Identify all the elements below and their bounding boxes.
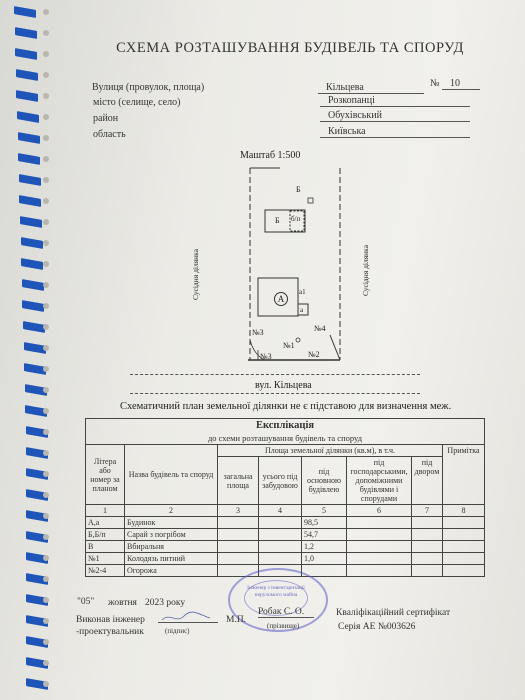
plan-label-n3b: №3: [260, 352, 272, 361]
signature-caption: (підпис): [165, 627, 190, 635]
row-name: Огорожа: [125, 565, 218, 577]
district-value: Обухівський: [320, 110, 470, 122]
col-header-main: під основною будівлею: [302, 457, 347, 505]
binding-hole: [43, 534, 49, 540]
col-number: 6: [347, 505, 412, 517]
col-header-total: загальна площа: [218, 457, 259, 505]
binding-hole: [43, 72, 49, 78]
binding-spine: [0, 0, 60, 700]
binding-hole: [43, 30, 49, 36]
date-year: 2023 року: [145, 598, 186, 608]
street-label: Вулиця (провулок, площа): [92, 82, 205, 93]
plan-label-a1: а1: [299, 288, 306, 296]
col-number: 5: [302, 505, 347, 517]
binding-hole: [43, 282, 49, 288]
col-header-area-group: Площа земельної ділянки (кв.м), в т.ч.: [218, 445, 443, 457]
plan-label-n3a: №3: [252, 328, 264, 337]
certificate-line2: Серія АЕ №003626: [338, 622, 416, 632]
col-header-name: Назва будівель та споруд: [125, 445, 218, 505]
row-name: Колодязь питний: [125, 553, 218, 565]
binding-coil: [20, 216, 42, 228]
binding-coil: [16, 69, 38, 81]
binding-hole: [43, 408, 49, 414]
binding-coil: [19, 195, 41, 207]
binding-hole: [43, 450, 49, 456]
binding-coil: [18, 132, 40, 144]
binding-hole: [43, 681, 49, 687]
binding-coil: [21, 258, 43, 270]
plan-label-n4: №4: [314, 324, 326, 333]
binding-coil: [18, 153, 40, 165]
binding-hole: [43, 387, 49, 393]
city-value: Розкопанці: [320, 95, 470, 107]
binding-hole: [43, 429, 49, 435]
col-number: 7: [412, 505, 443, 517]
binding-hole: [43, 597, 49, 603]
binding-hole: [43, 345, 49, 351]
table-row: [86, 553, 485, 565]
signature-line: [158, 610, 218, 623]
row-letter: А,а: [86, 517, 125, 529]
row-main-area: 1,0: [302, 553, 347, 565]
number-label: №: [430, 78, 440, 89]
col-header-aux: під господарськими, допоміжними будівлями і спорудами: [347, 457, 412, 505]
binding-hole: [43, 240, 49, 246]
name-caption: (прізвище): [267, 622, 300, 630]
plan-label-n1: №1: [283, 341, 295, 350]
col-number: 4: [259, 505, 302, 517]
certificate-line1: Кваліфікаційний сертифікат: [336, 608, 451, 618]
binding-hole: [43, 9, 49, 15]
binding-coil: [17, 111, 39, 123]
col-header-letter: Літера або номер за планом: [86, 445, 125, 505]
col-header-note: Примітка: [443, 445, 485, 505]
region-label: область: [93, 129, 126, 140]
binding-hole: [43, 135, 49, 141]
engineer-line1: Виконав інженер: [76, 615, 145, 625]
binding-hole: [43, 492, 49, 498]
street-line-bottom: [130, 393, 420, 394]
binding-hole: [43, 576, 49, 582]
binding-hole: [43, 471, 49, 477]
neighbor-left-label: Сусідня ділянка: [191, 248, 201, 301]
binding-hole: [43, 660, 49, 666]
region-value: Київська: [320, 126, 470, 138]
signature-mark: [158, 610, 218, 624]
plan-label-a: а: [300, 306, 304, 314]
explication-title: Експлікація: [86, 419, 485, 433]
binding-hole: [43, 177, 49, 183]
col-number: 8: [443, 505, 485, 517]
mp-label: М.П.: [226, 615, 247, 625]
row-name: Будинок: [125, 517, 218, 529]
plan-label-a-upper: А: [274, 292, 288, 306]
row-letter: Б,Б/п: [86, 529, 125, 541]
binding-hole: [43, 198, 49, 204]
binding-hole: [43, 513, 49, 519]
table-row: [86, 541, 485, 553]
binding-hole: [43, 261, 49, 267]
col-header-yard: під двором: [412, 457, 443, 505]
site-plan: [190, 160, 420, 400]
binding-coil: [23, 321, 45, 333]
binding-hole: [43, 324, 49, 330]
scale-label: Маштаб 1:500: [240, 150, 301, 161]
explication-table: [85, 418, 485, 577]
binding-hole: [43, 639, 49, 645]
plan-label-n2: №2: [308, 350, 320, 359]
street-value: Кільцева: [318, 82, 424, 94]
binding-coil: [16, 90, 38, 102]
binding-hole: [43, 114, 49, 120]
col-number: 2: [125, 505, 218, 517]
neighbor-right-label: Сусідня ділянка: [361, 244, 371, 297]
row-main-area: 98,5: [302, 517, 347, 529]
number-value: 10: [442, 78, 480, 90]
binding-coil: [15, 48, 37, 60]
engineer-name: Робак С. О.: [258, 607, 314, 618]
plan-label-b: Б: [275, 216, 280, 225]
col-header-built-total: усього під забудовою: [259, 457, 302, 505]
binding-hole: [43, 219, 49, 225]
table-row: [86, 517, 485, 529]
document-title: СХЕМА РОЗТАШУВАННЯ БУДІВЕЛЬ ТА СПОРУД: [116, 40, 464, 56]
street-line-top: [130, 374, 420, 375]
row-name: Сарай з погрібом: [125, 529, 218, 541]
stamp-text: Інженер з інвентаризації нерухомого майна: [244, 580, 308, 616]
district-label: район: [93, 113, 119, 124]
plan-label-bp: б/п: [291, 215, 301, 223]
binding-coil: [19, 174, 41, 186]
binding-hole: [43, 156, 49, 162]
row-letter: В: [86, 541, 125, 553]
binding-coil: [15, 27, 37, 39]
binding-hole: [43, 618, 49, 624]
table-row: [86, 529, 485, 541]
row-name: Вбиральня: [125, 541, 218, 553]
date-month: жовтня: [108, 598, 137, 608]
date-day: "05": [77, 597, 95, 607]
binding-hole: [43, 51, 49, 57]
binding-hole: [43, 303, 49, 309]
plan-label-b-top: Б: [296, 185, 301, 194]
site-plan-drawing: [190, 160, 420, 400]
row-letter: №2-4: [86, 565, 125, 577]
col-number: 3: [218, 505, 259, 517]
col-number: 1: [86, 505, 125, 517]
row-main-area: 54,7: [302, 529, 347, 541]
row-letter: №1: [86, 553, 125, 565]
city-label: місто (селище, село): [93, 97, 181, 108]
street-caption: вул. Кільцева: [255, 380, 312, 391]
explication-subtitle: до схеми розташування будівель та споруд: [86, 432, 485, 445]
binding-hole: [43, 366, 49, 372]
row-main-area: 1,2: [302, 541, 347, 553]
binding-hole: [43, 93, 49, 99]
binding-coil: [14, 6, 36, 18]
plan-disclaimer: Схематичний план земельної ділянки не є підставою для визначення меж.: [120, 401, 452, 412]
binding-hole: [43, 555, 49, 561]
binding-coil: [21, 237, 43, 249]
binding-coil: [22, 279, 44, 291]
engineer-line2: -проектувальник: [76, 627, 144, 637]
binding-coil: [22, 300, 44, 312]
